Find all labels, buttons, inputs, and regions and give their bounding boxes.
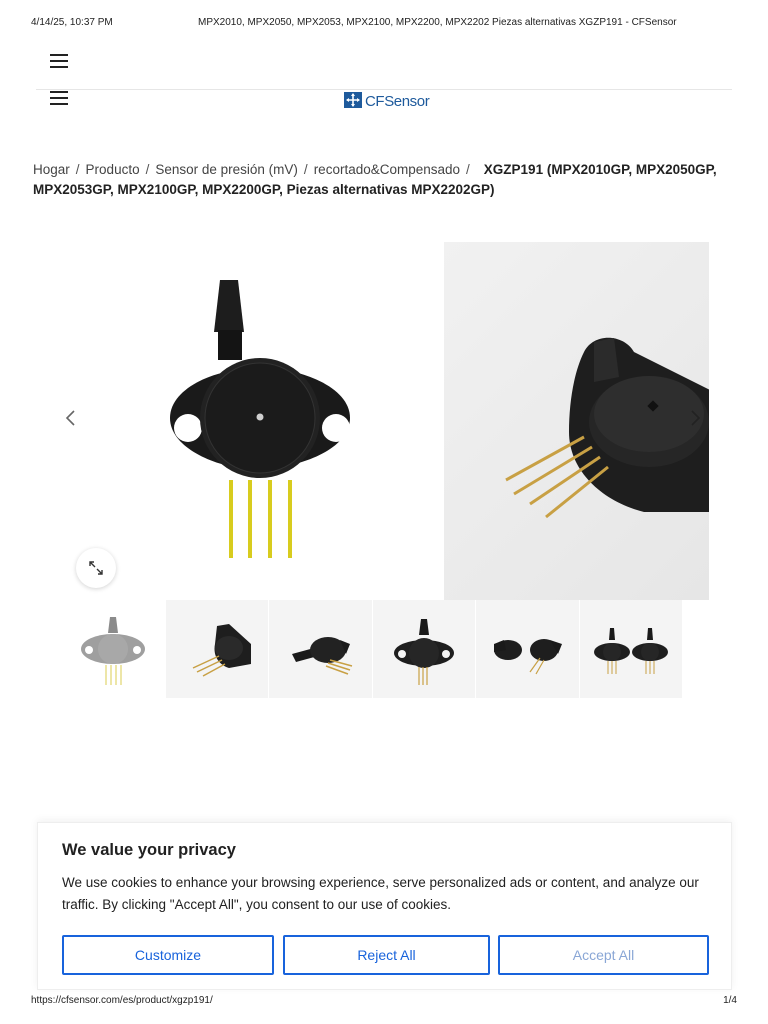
chevron-right-icon [690, 408, 702, 428]
logo-mark-icon [344, 90, 364, 110]
print-header [0, 17, 768, 31]
product-gallery [36, 240, 732, 600]
thumbnail-4[interactable] [373, 600, 477, 698]
breadcrumb-separator: / [303, 162, 308, 177]
gallery-prev-arrow[interactable] [64, 408, 76, 432]
cookie-consent-banner [37, 822, 732, 990]
breadcrumb-separator: / [466, 162, 470, 177]
mobile-menu-icon[interactable] [50, 91, 68, 105]
print-date: 4/14/25, 10:37 PM [31, 17, 113, 28]
print-page-title: MPX2010, MPX2050, MPX2053, MPX2100, MPX2200, MPX2202 Piezas alternativas XGZP191 - CFSensor [198, 17, 677, 28]
breadcrumb-product[interactable]: Producto [85, 162, 140, 177]
product-image-angled[interactable] [444, 242, 709, 600]
thumbnail-5[interactable] [476, 600, 580, 698]
accept-all-button[interactable]: Accept All [498, 935, 709, 975]
breadcrumb-trimmed-compensated[interactable]: recortado&Compensado [313, 162, 461, 177]
breadcrumb-separator: / [75, 162, 80, 177]
breadcrumb-home[interactable]: Hogar [33, 162, 70, 177]
breadcrumb-current: XGZP191 (MPX2010GP, MPX2050GP, MPX2053GP, MPX2100GP, MPX2200GP, Piezas alternativas MPX2202GP) [33, 162, 717, 197]
breadcrumb-separator: / [145, 162, 150, 177]
chevron-left-icon [64, 408, 76, 428]
expand-icon [88, 560, 104, 576]
thumbnail-6[interactable] [580, 600, 684, 698]
breadcrumb-pressure-sensor[interactable]: Sensor de presión (mV) [155, 162, 298, 177]
reject-all-button[interactable]: Reject All [283, 935, 490, 975]
print-page-count: 1/4 [723, 995, 737, 1006]
thumbnail-3[interactable] [269, 600, 373, 698]
site-logo[interactable] [344, 89, 429, 110]
breadcrumb [33, 160, 733, 199]
product-image-main[interactable] [140, 240, 440, 600]
cookie-title: We value your privacy [62, 841, 236, 859]
print-url: https://cfsensor.com/es/product/xgzp191/ [31, 995, 213, 1006]
menu-icon[interactable] [50, 54, 68, 68]
zoom-button[interactable] [76, 548, 116, 588]
customize-button[interactable]: Customize [62, 935, 274, 975]
thumbnail-strip [62, 600, 683, 698]
logo-text: CFSensor [365, 93, 430, 110]
thumbnail-2[interactable] [166, 600, 270, 698]
cookie-description: We use cookies to enhance your browsing experience, serve personalized ads or content, and analyze our traffic. By clicking "Accept All", you consent to our use of cookies. [62, 875, 699, 912]
thumbnail-1[interactable] [62, 600, 166, 698]
gallery-next-arrow[interactable] [690, 408, 702, 432]
